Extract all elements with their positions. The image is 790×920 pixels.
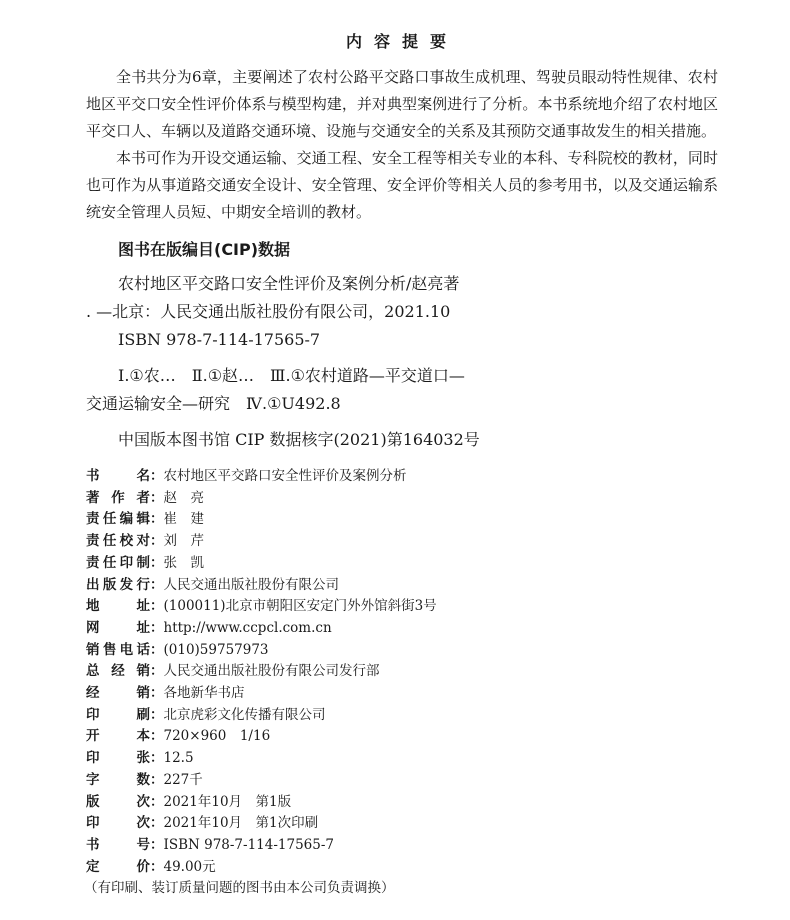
- detail-row: [86, 640, 718, 662]
- detail-row: [86, 553, 718, 575]
- detail-colon: ：: [150, 685, 164, 702]
- detail-row: [86, 813, 718, 835]
- cip-isbn-line: ISBN 978-7-114-17565-7: [118, 330, 321, 349]
- detail-row: [86, 531, 718, 553]
- detail-label: 销售电话: [86, 641, 150, 658]
- detail-label: 开本: [86, 728, 150, 745]
- detail-label: 印次: [86, 815, 150, 832]
- detail-value: 刘 芹: [163, 533, 204, 550]
- detail-label: 责任印制: [86, 554, 150, 571]
- detail-row: [86, 683, 718, 705]
- quality-note: （有印刷、装订质量问题的图书由本公司负责调换）: [84, 880, 395, 897]
- detail-colon: ：: [150, 663, 164, 680]
- detail-value: 农村地区平交路口安全性评价及案例分析: [163, 468, 407, 484]
- detail-row: [86, 466, 718, 488]
- detail-row: [86, 596, 718, 618]
- detail-row: [86, 726, 718, 748]
- detail-row: [86, 618, 718, 640]
- detail-colon: ：: [150, 793, 164, 810]
- detail-colon: ：: [150, 533, 164, 550]
- detail-row: [86, 792, 718, 814]
- cip-classification-line-1: Ⅰ.①农… Ⅱ.①赵… Ⅲ.①农村道路—平交道口—: [118, 366, 465, 385]
- detail-colon: ：: [150, 598, 164, 615]
- detail-colon: ：: [150, 554, 164, 571]
- detail-colon: ：: [150, 728, 164, 745]
- cip-classification-line-2: 交通运输安全—研究 Ⅳ.①U492.8: [86, 394, 341, 413]
- detail-value: 各地新华书店: [163, 685, 245, 702]
- detail-label: 出版发行: [86, 576, 150, 593]
- detail-row: [86, 575, 718, 597]
- detail-label: 责任校对: [86, 533, 150, 550]
- detail-value: ISBN 978-7-114-17565-7: [163, 836, 335, 853]
- detail-label: 印刷: [86, 706, 150, 723]
- summary-paragraph-2: 本书可作为开设交通运输、交通工程、安全工程等相关专业的本科、专科院校的教材，同时也可作为从事道路交通安全设计、安全管理、安全评价等相关人员的参考用书，以及交通运输系统安全管理人员短、中期安全培训的教材。: [86, 149, 718, 221]
- page-title: 内容提要: [345, 32, 458, 51]
- detail-value: 2021年10月 第1次印刷: [163, 815, 319, 832]
- detail-value: 2021年10月 第1版: [163, 793, 292, 810]
- detail-row: [86, 835, 718, 857]
- detail-value: 人民交通出版社股份有限公司发行部: [163, 663, 380, 680]
- summary-paragraph-1: 全书共分为6章，主要阐述了农村公路平交路口事故生成机理、驾驶员眼动特性规律、农村地区平交口安全性评价体系与模型构建，并对典型案例进行了分析。本书系统地介绍了农村地区平交口人、车辆以及道路交通环境、设施与交通安全的关系及其预防交通事故发生的相关措施。: [86, 68, 718, 140]
- detail-value: 49.00元: [163, 858, 216, 875]
- detail-label: 网址: [86, 619, 150, 636]
- detail-value: 张 凯: [163, 554, 204, 571]
- detail-label: 字数: [86, 771, 150, 788]
- detail-value: 720×960 1/16: [163, 728, 271, 745]
- detail-row: [86, 509, 718, 531]
- detail-row: [86, 770, 718, 792]
- detail-label: 定价: [86, 858, 150, 875]
- cip-publisher-line: . —北京：人民交通出版社股份有限公司，2021.10: [86, 302, 451, 321]
- detail-row: [86, 488, 718, 510]
- detail-label: 总经销: [86, 663, 150, 680]
- detail-colon: ：: [150, 836, 164, 853]
- detail-value: (100011)北京市朝阳区安定门外外馆斜街3号: [163, 598, 437, 615]
- cip-title-line: 农村地区平交路口安全性评价及案例分析/赵亮著: [118, 274, 460, 293]
- detail-row: [86, 705, 718, 727]
- detail-row: [86, 748, 718, 770]
- detail-label: 书号: [86, 836, 150, 853]
- detail-colon: ：: [150, 641, 164, 658]
- detail-row: [86, 661, 718, 683]
- detail-label: 责任编辑: [86, 511, 150, 528]
- detail-value: 赵 亮: [163, 489, 204, 506]
- detail-value: (010)59757973: [163, 641, 269, 658]
- detail-value: 227千: [163, 771, 203, 788]
- detail-value: 北京虎彩文化传播有限公司: [163, 706, 326, 723]
- detail-colon: ：: [150, 489, 164, 506]
- detail-colon: ：: [150, 511, 164, 528]
- detail-colon: ：: [150, 619, 164, 636]
- detail-row: [86, 857, 718, 879]
- detail-value: 人民交通出版社股份有限公司: [163, 576, 339, 593]
- detail-colon: ：: [150, 706, 164, 723]
- detail-label: 版次: [86, 793, 150, 810]
- detail-colon: ：: [150, 771, 164, 788]
- detail-label: 著作者: [86, 489, 150, 506]
- detail-value: 12.5: [163, 750, 194, 767]
- detail-colon: ：: [150, 576, 164, 593]
- detail-colon: ：: [150, 468, 164, 484]
- detail-value: 崔 建: [163, 511, 204, 528]
- detail-label: 书名: [86, 468, 150, 484]
- cip-heading: 图书在版编目(CIP)数据: [118, 240, 291, 259]
- detail-label: 印张: [86, 750, 150, 767]
- detail-label: 经销: [86, 685, 150, 702]
- detail-colon: ：: [150, 815, 164, 832]
- detail-label: 地址: [86, 598, 150, 615]
- detail-colon: ：: [150, 858, 164, 875]
- publication-details: [86, 466, 718, 878]
- detail-value: http://www.ccpcl.com.cn: [163, 619, 332, 636]
- cip-record-number: 中国版本图书馆 CIP 数据核字(2021)第164032号: [118, 430, 480, 449]
- detail-colon: ：: [150, 750, 164, 767]
